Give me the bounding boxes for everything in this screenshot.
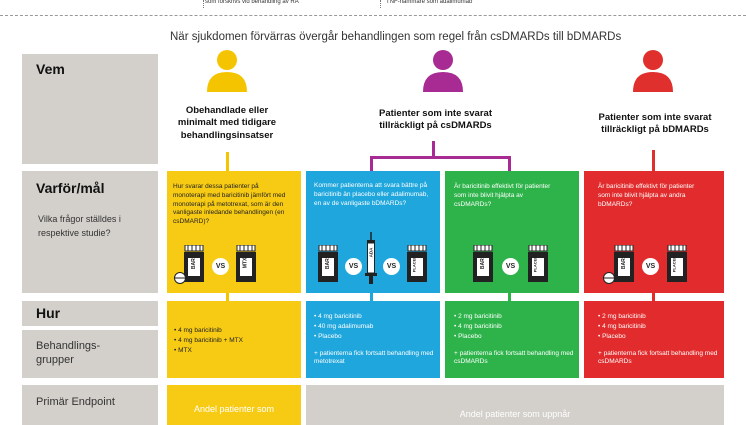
top-divider-right [380, 0, 381, 8]
connector-yellow-2 [226, 293, 229, 301]
pill-bottle-icon-placebo [404, 245, 430, 283]
drug-label-4a: BARI [621, 256, 628, 270]
vs-badge-1: VS [212, 258, 229, 275]
tablet-icon [174, 272, 186, 284]
connector-red-2 [652, 293, 655, 301]
top-left-text: som förskrivs vid behandling av RA [205, 0, 299, 5]
row-title-endpoint: Primär Endpoint [36, 396, 115, 408]
groups-list-2 [314, 312, 373, 341]
row-grupper [22, 330, 158, 378]
row-endpoint [22, 385, 158, 425]
drug-label-2a: BARI [325, 256, 332, 270]
top-divider-left [203, 0, 204, 8]
row-subtitle-varfor: Vilka frågor ställdes i respektive studie? [38, 214, 121, 238]
study-question-4: Är baricitinib effektivt för patienter som inte blivit hjälpta av andra bDMARDs? [598, 183, 695, 208]
person-icon-yellow [206, 48, 248, 92]
connector-purple-right [508, 156, 511, 172]
group-item: • 4 mg baricitinib [598, 322, 646, 330]
groups-note-3: + patienterna fick fortsatt behandling med csDMARDs [454, 350, 574, 366]
groups-box-2 [306, 301, 440, 378]
drug-label-2c: PLACEBO [411, 252, 417, 273]
drug-label-1a: BARI [191, 256, 198, 270]
group-item: • 40 mg adalimumab [314, 322, 374, 330]
connector-red [652, 150, 655, 172]
pill-bottle-icon-placebo [664, 245, 690, 283]
person-icon-purple [422, 48, 464, 92]
person-icon-red [632, 48, 674, 92]
groups-box-1 [167, 301, 301, 378]
group-item: • 2 mg baricitinib [598, 313, 646, 320]
drug-label-4b: PLACEBO [671, 252, 677, 273]
group-item: • Placebo [314, 332, 342, 340]
group-item: • Placebo [454, 332, 482, 340]
dashed-separator [0, 15, 746, 16]
group-item: • MTX [174, 346, 192, 354]
tablet-icon [603, 272, 615, 284]
groups-list-1 [174, 326, 243, 355]
endpoint-box-2 [306, 385, 724, 425]
group-item: • Placebo [598, 332, 626, 340]
drug-label-3a: BARI [480, 256, 487, 270]
row-title-grupper: Behandlings-grupper [36, 340, 101, 367]
study-question-2: Kommer patienterna att svara bättre på baricitinib än placebo eller adalimumab, en av de vanligaste bDMARDs? [314, 182, 429, 207]
group-item: • 4 mg baricitinib [174, 327, 222, 334]
pill-bottle-icon-placebo [525, 245, 551, 283]
endpoint-text-1: Andel patienter som [193, 404, 275, 414]
connector-purple-bar [370, 156, 511, 159]
vs-badge-2a: VS [345, 258, 362, 275]
group-item: • 4 mg baricitinib [314, 313, 362, 320]
connector-blue-2 [370, 293, 373, 301]
group-item: • 4 mg baricitinib + MTX [174, 336, 243, 344]
groups-box-4 [584, 301, 724, 378]
top-right-text: TNF-hämmare som adalimumab [386, 0, 473, 5]
drug-label-1b: MTX [242, 257, 249, 269]
vs-badge-2b: VS [383, 258, 400, 275]
groups-note-2: + patienterna fick fortsatt behandling med metotrexat [314, 350, 434, 366]
vs-badge-4: VS [642, 258, 659, 275]
row-title-vem: Vem [36, 61, 65, 77]
study-question-1: Hur svarar dessa patienter på monoterapi med baricitinib jämfört med monoterapi på metotrexat, som är den vanligaste inledande behandlingen (en csDMARD)? [173, 183, 286, 226]
row-title-varfor: Varför/mål [36, 180, 105, 196]
population-label-2: Patienter som inte svarat tillräckligt på csDMARDs [379, 108, 492, 132]
headline: När sjukdomen förvärras övergår behandlingen som regel från csDMARDs till bDMARDs [170, 31, 622, 43]
drug-label-3b: PLACEBO [532, 252, 538, 273]
vs-badge-3: VS [502, 258, 519, 275]
groups-note-4: + patienterna fick fortsatt behandling med csDMARDs [598, 350, 718, 366]
connector-purple-left [370, 156, 373, 172]
row-title-hur: Hur [36, 305, 61, 321]
groups-list-4 [598, 312, 646, 341]
population-label-1: Obehandlade eller minimalt med tidigare behandlingsinsatser [177, 105, 277, 141]
group-item: • 2 mg baricitinib [454, 313, 502, 320]
syringe-icon [364, 232, 378, 284]
groups-list-3 [454, 312, 502, 341]
connector-yellow [226, 152, 229, 172]
connector-purple-stem [432, 141, 435, 157]
row-hur [22, 301, 158, 326]
drug-label-2b: ADA [368, 247, 374, 258]
group-item: • 4 mg baricitinib [454, 322, 502, 330]
row-vem [22, 54, 158, 164]
groups-box-3 [445, 301, 579, 378]
population-label-3: Patienter som inte svarat tillräckligt på bDMARDs [598, 112, 712, 136]
endpoint-box-1 [167, 385, 301, 425]
study-question-3: Är baricitinib effektivt för patienter som inte blivit hjälpta av csDMARDs? [454, 183, 551, 208]
row-varfor [22, 171, 158, 293]
endpoint-text-2: Andel patienter som uppnår [459, 409, 571, 419]
connector-green-2 [508, 293, 511, 301]
